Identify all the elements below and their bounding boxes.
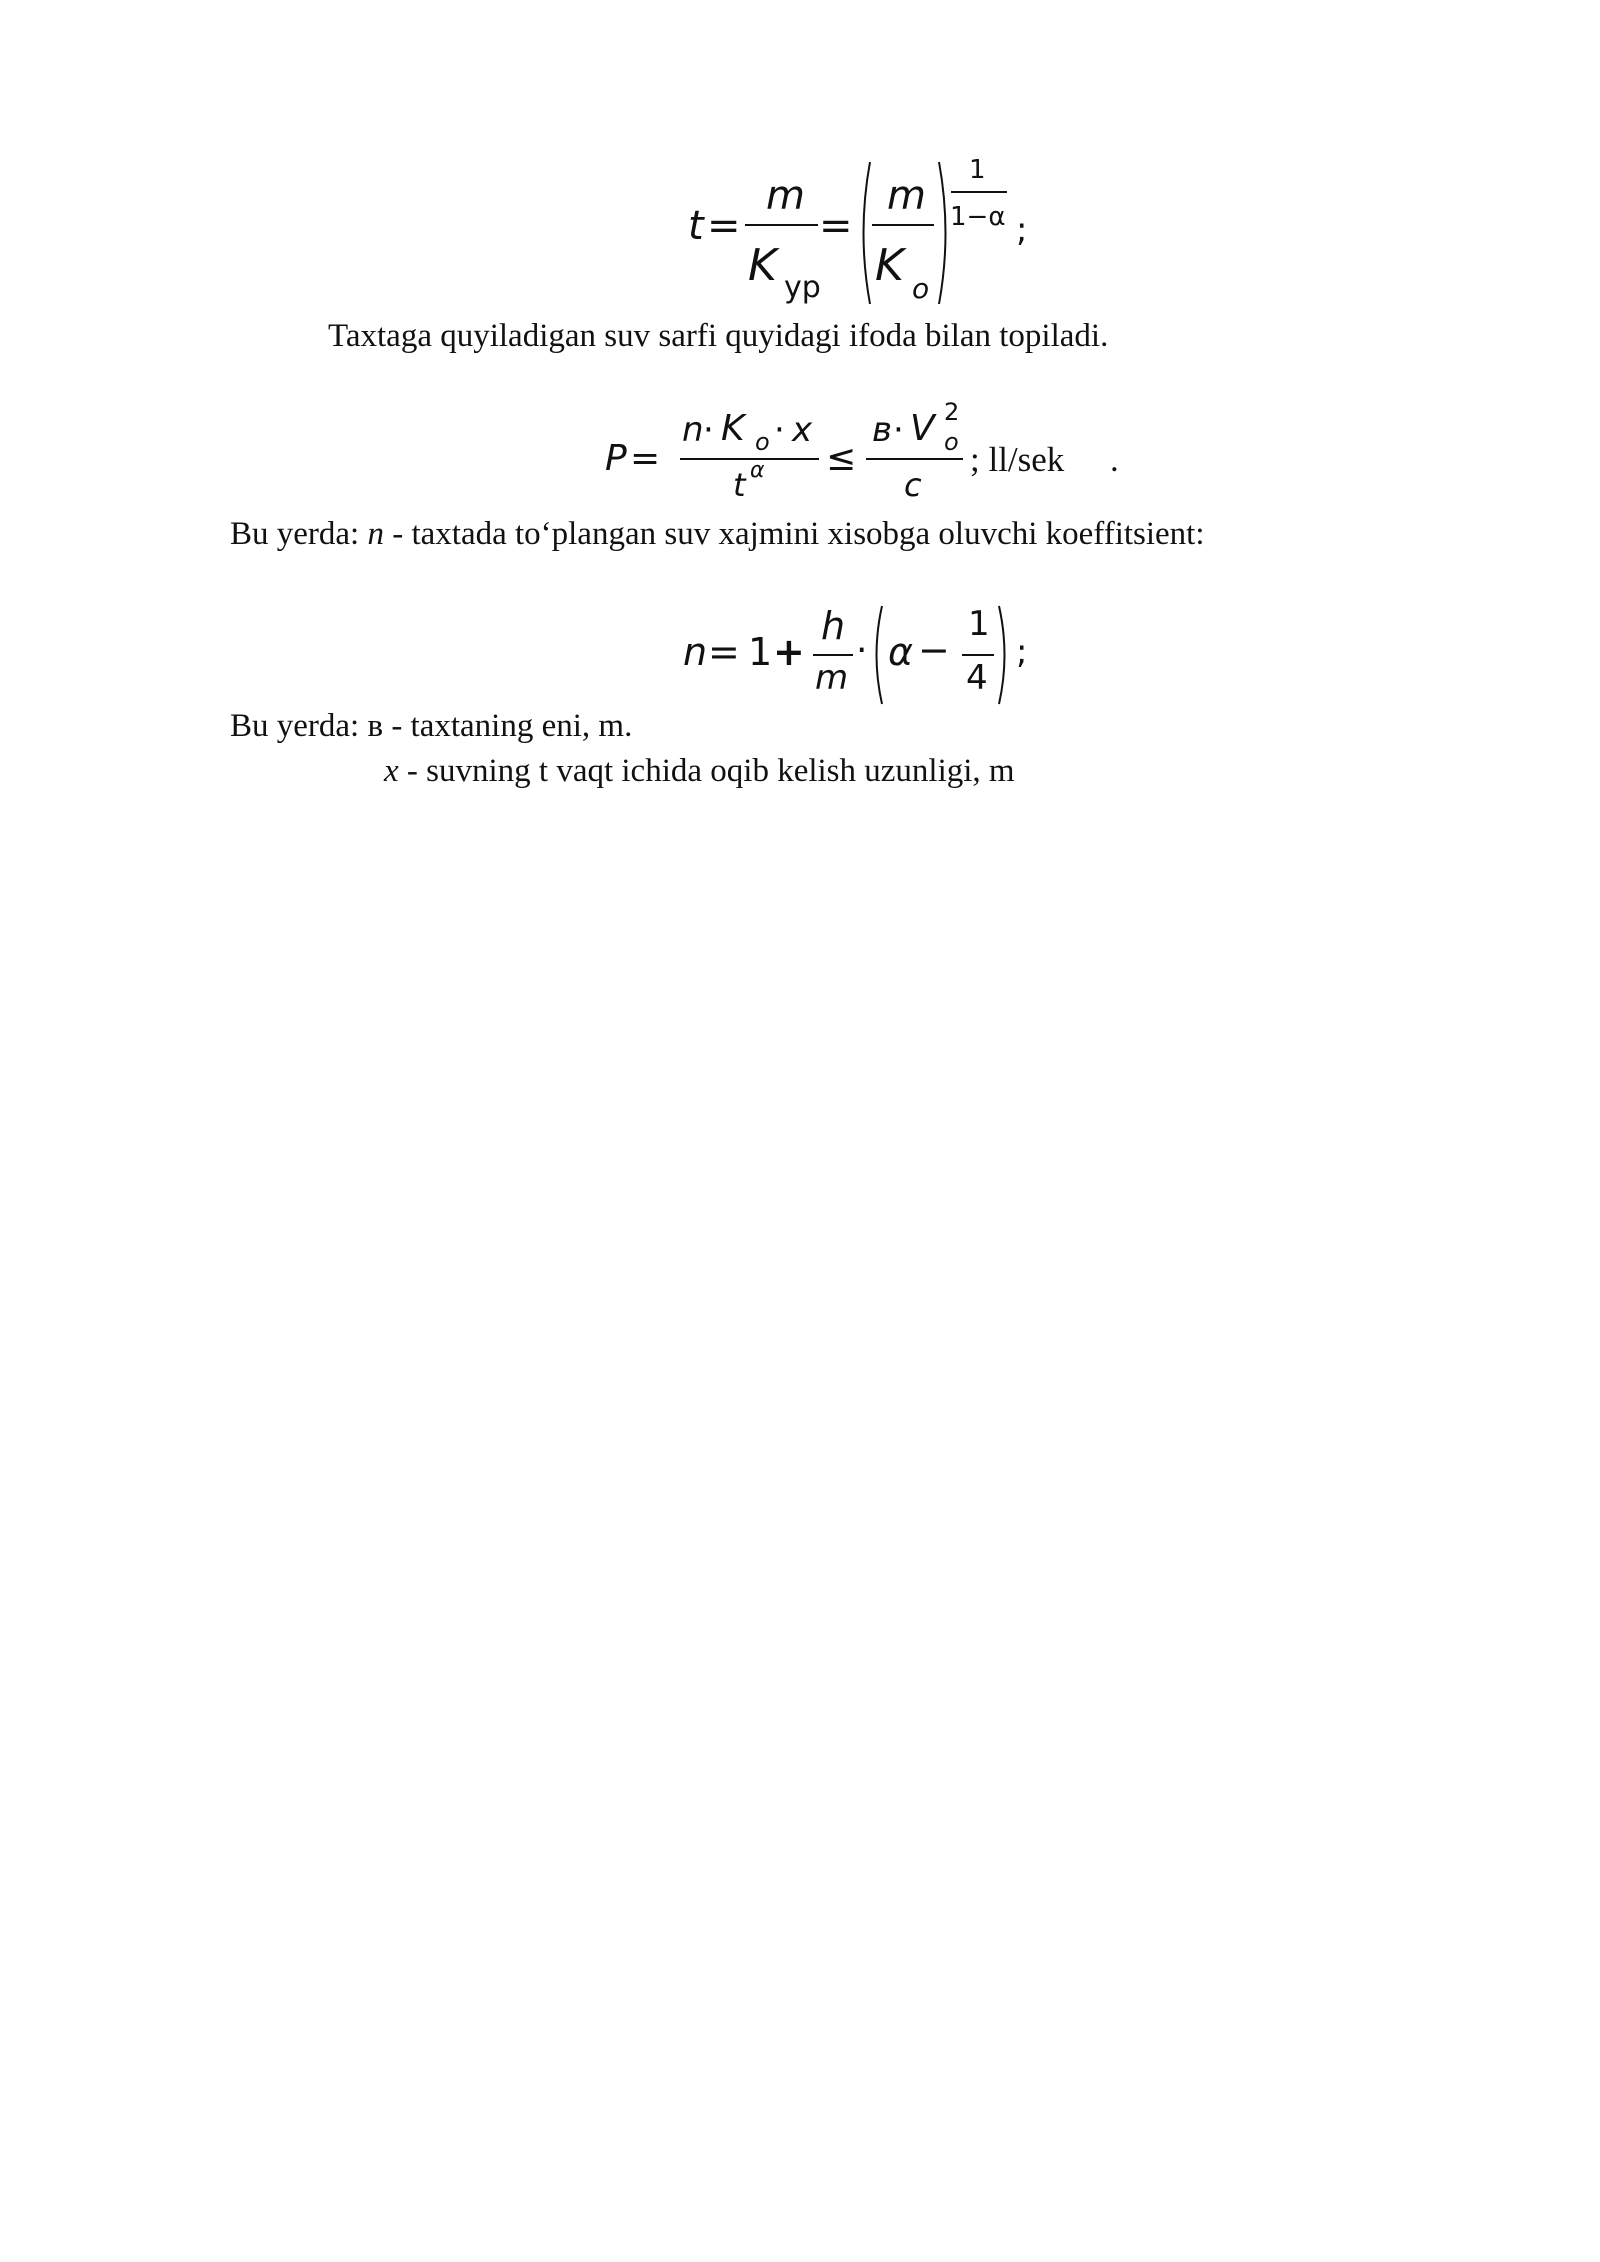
formula2-num2-V-sup: 2 (944, 398, 960, 426)
formula1-exp-den: 1−α (950, 202, 1006, 232)
paragraph4-var: x (384, 753, 399, 789)
formula2-dot-2: · (774, 410, 785, 450)
formula2-num-K-sub: o (755, 428, 770, 456)
formula3-fraction-bar (813, 654, 853, 656)
formula1-lhs: t (688, 203, 704, 249)
formula1-num2: m (887, 173, 926, 219)
formula1-eq1: = (707, 203, 741, 249)
formula1-den2-base: K (875, 240, 904, 291)
formula2-lhs: P (605, 438, 627, 479)
paragraph3-prefix: Bu yerda: (230, 708, 368, 744)
paragraph-intro-water-flow: Taxtaga quyiladigan suv sarfi quyidagi ifoda bilan topiladi. (328, 318, 1109, 354)
formula1-end: ; (1016, 210, 1028, 250)
formula3-one: 1 (748, 630, 773, 674)
formula1-exp-num: 1 (969, 155, 986, 185)
formula3-eq: = (708, 630, 740, 674)
formula3-right-paren (996, 604, 1012, 706)
formula2-num-K: K (721, 408, 745, 449)
paragraph2-rest: - taxtada toʻplangan suv xajmini xisobga oluvchi koeffitsient: (383, 516, 1205, 552)
paragraph2-prefix: Bu yerda: (230, 516, 368, 552)
formula2-num2-b: в (872, 410, 893, 450)
formula3-end: ; (1016, 632, 1028, 672)
formula3-plus: + (773, 630, 805, 674)
paragraph4-rest: - suvning t vaqt ichida oqib kelish uzunligi, m (398, 753, 1015, 789)
formula3-num: h (821, 604, 846, 648)
formula3-dot: · (856, 630, 868, 671)
paragraph2-var: n (367, 516, 384, 552)
formula2-unit: ; ll/sek (970, 440, 1065, 479)
formula1-den2-sub: o (912, 272, 930, 305)
formula3-inner-bar (962, 654, 994, 656)
formula2-dot-1: · (703, 410, 714, 450)
formula1-fraction-bar-1 (745, 224, 818, 226)
paragraph-n-definition (230, 514, 1205, 554)
formula2-fraction-bar-2 (866, 458, 963, 460)
paragraph-x-definition (384, 751, 1015, 791)
formula1-num1: m (766, 173, 805, 219)
formula1-left-paren (855, 160, 873, 306)
formula2-end: . (1110, 440, 1119, 479)
formula1-right-paren (936, 160, 954, 306)
formula2-num-n: n (682, 410, 704, 450)
formula3-inner-den: 4 (966, 658, 988, 698)
formula2-den-t-sup: α (750, 458, 765, 483)
paragraph-b-definition (230, 706, 632, 746)
formula2-num-x: x (792, 410, 813, 450)
paragraph3-rest: - taxtaning eni, m. (383, 708, 633, 744)
formula1-den1-base: K (748, 240, 777, 291)
formula2-dot-3: · (893, 410, 904, 450)
formula3-lhs: n (683, 630, 708, 674)
formula2-eq: = (630, 438, 661, 479)
formula3-inner-num: 1 (968, 604, 990, 644)
formula3-alpha: α (888, 630, 914, 674)
formula2-den2: c (904, 466, 922, 504)
formula2-num2-V-sub: o (944, 428, 959, 456)
paragraph3-var: в (367, 708, 384, 744)
formula1-eq2: = (819, 203, 853, 249)
formula2-den-t: t (733, 466, 746, 504)
formula3-den: m (815, 658, 849, 698)
formula3-left-paren (869, 604, 885, 706)
formula1-exp-bar (951, 191, 1007, 193)
formula2-le: ≤ (826, 438, 857, 479)
formula3-minus: − (918, 628, 950, 672)
formula1-den1-sub: ур (784, 270, 821, 305)
formula1-fraction-bar-2 (872, 224, 934, 226)
formula2-num2-V: V (910, 408, 935, 449)
